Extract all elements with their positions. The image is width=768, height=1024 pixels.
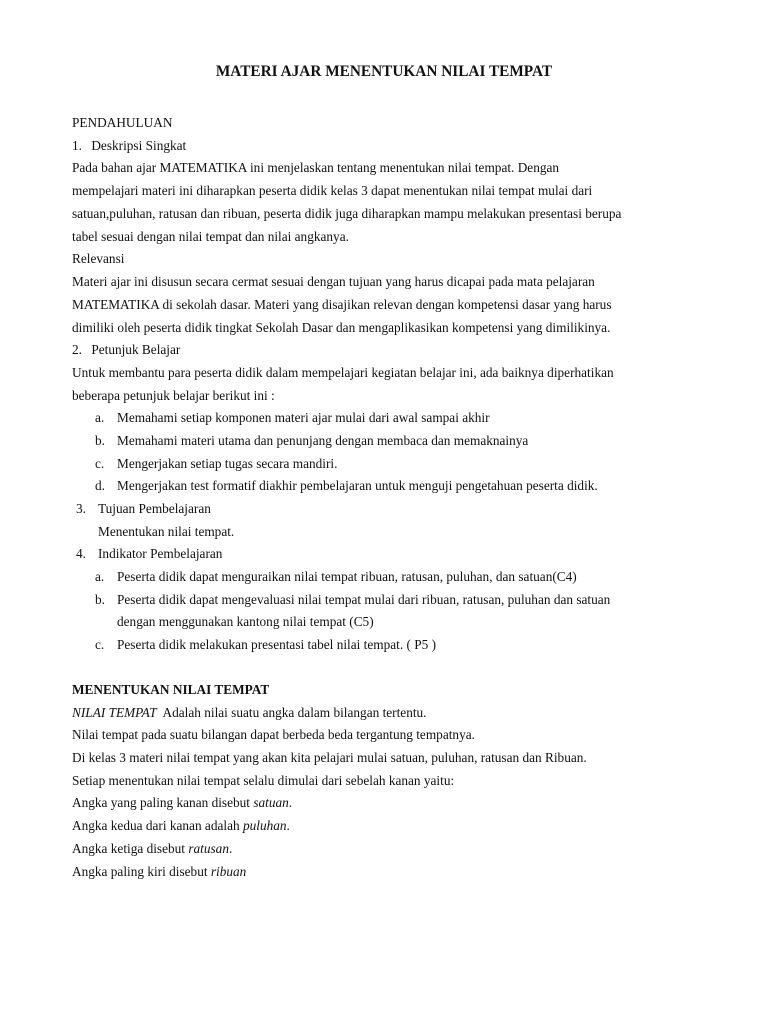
section-3-title: Tujuan Pembelajaran [98,501,211,516]
definition-line [72,705,427,721]
list-marker: a. [95,410,105,425]
list-item [95,478,598,494]
list-item [95,592,610,608]
section-1-title: Deskripsi Singkat [91,138,187,153]
section-1-number: 1. [72,138,82,153]
relevansi-line-3: dimiliki oleh peserta didik tingkat Sekolah Dasar dan mengaplikasikan kompetensi yang dimilikinya. [72,320,611,335]
list-item [95,456,337,472]
relevansi-heading: Relevansi [72,251,125,266]
list-marker: c. [95,637,105,652]
definition-term: NILAI TEMPAT [72,705,157,720]
list-marker: b. [95,592,105,607]
body-line-1: Nilai tempat pada suatu bilangan dapat berbeda beda tergantung tempatnya. [72,727,475,742]
angka-text: Angka ketiga disebut [72,841,189,856]
angka-punct: . [288,795,293,810]
list-item-text: Peserta didik dapat menguraikan nilai tempat ribuan, ratusan, puluhan, dan satuan(C4) [117,569,577,584]
body-line-3: Setiap menentukan nilai tempat selalu dimulai dari sebelah kanan yaitu: [72,773,455,788]
angka-term: satuan [253,795,289,810]
list-marker: a. [95,569,105,584]
list-item [95,410,490,426]
list-item [95,637,436,653]
main-heading: MENENTUKAN NILAI TEMPAT [72,682,270,697]
desc-line-3: satuan,puluhan, ratusan dan ribuan, peserta didik juga diharapkan mampu melakukan presentasi berupa [72,206,622,221]
tujuan-text: Menentukan nilai tempat. [98,524,235,539]
body-line-2: Di kelas 3 materi nilai tempat yang akan kita pelajari mulai satuan, puluhan, ratusan dan Ribuan. [72,750,587,765]
petunjuk-line-2: beberapa petunjuk belajar berikut ini : [72,388,275,403]
desc-line-2: mempelajari materi ini diharapkan peserta didik kelas 3 dapat menentukan nilai tempat mulai dari [72,183,593,198]
angka-term: puluhan [242,818,287,833]
section-2-heading [72,342,180,358]
section-3-number: 3. [76,501,86,516]
angka-punct: . [228,841,233,856]
angka-line-puluhan [72,818,290,834]
section-2-title: Petunjuk Belajar [91,342,181,357]
desc-line-4: tabel sesuai dengan nilai tempat dan nilai angkanya. [72,229,349,244]
desc-line-1: Pada bahan ajar MATEMATIKA ini menjelaskan tentang menentukan nilai tempat. Dengan [72,160,560,175]
relevansi-line-1: Materi ajar ini disusun secara cermat sesuai dengan tujuan yang harus dicapai pada mata pelajaran [72,274,595,289]
list-item-text: Mengerjakan test formatif diakhir pembelajaran untuk menguji pengetahuan peserta didik. [117,478,598,493]
section-2-number: 2. [72,342,82,357]
angka-line-ribuan [72,864,246,880]
list-item [95,569,577,585]
section-3-heading [76,501,211,517]
relevansi-line-2: MATEMATIKA di sekolah dasar. Materi yang disajikan relevan dengan kompetensi dasar yang harus [72,297,612,312]
angka-term: ribuan [210,864,247,879]
list-item-text: Peserta didik dapat mengevaluasi nilai tempat mulai dari ribuan, ratusan, puluhan dan satuan [117,592,611,607]
section-4-number: 4. [76,546,86,561]
angka-text: Angka paling kiri disebut [72,864,211,879]
list-item [95,433,528,449]
document-title: MATERI AJAR MENENTUKAN NILAI TEMPAT [215,63,553,80]
section-4-heading [76,546,222,562]
intro-heading: PENDAHULUAN [72,115,173,130]
angka-text: Angka yang paling kanan disebut [72,795,254,810]
list-marker: c. [95,456,105,471]
definition-text: Adalah nilai suatu angka dalam bilangan tertentu. [156,705,427,720]
list-item-text: Memahami materi utama dan penunjang dengan membaca dan memaknainya [117,433,529,448]
angka-line-satuan [72,795,292,811]
angka-term: ratusan [188,841,229,856]
angka-text: Angka kedua dari kanan adalah [72,818,243,833]
list-marker: d. [95,478,105,493]
list-marker: b. [95,433,105,448]
section-1-heading [72,138,186,154]
angka-line-ratusan [72,841,232,857]
list-item-text: Peserta didik melakukan presentasi tabel nilai tempat. ( P5 ) [117,637,437,652]
list-item-text: dengan menggunakan kantong nilai tempat (C5) [117,614,374,629]
list-item-text: Mengerjakan setiap tugas secara mandiri. [117,456,338,471]
angka-punct: . [286,818,290,833]
petunjuk-line-1: Untuk membantu para peserta didik dalam mempelajari kegiatan belajar ini, ada baiknya diperhatikan [72,365,614,380]
list-item-continuation [95,614,374,630]
section-4-title: Indikator Pembelajaran [98,546,223,561]
list-item-text: Memahami setiap komponen materi ajar mulai dari awal sampai akhir [117,410,490,425]
